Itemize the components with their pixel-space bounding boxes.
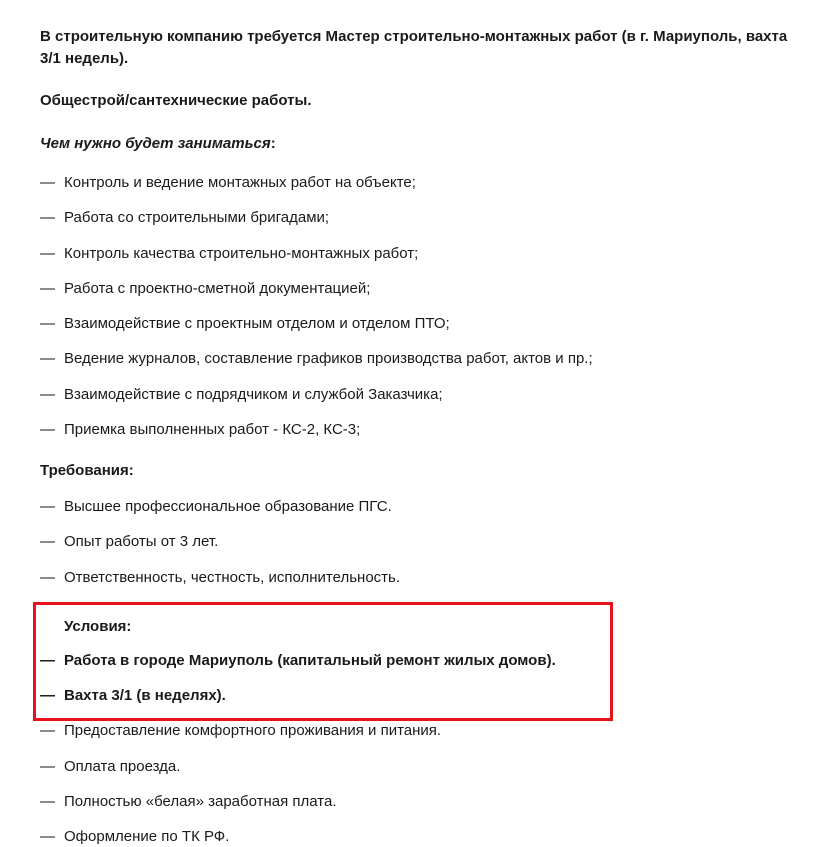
list-item	[40, 757, 794, 777]
list-item	[40, 314, 794, 334]
list-item	[40, 173, 794, 193]
dash-icon: —	[40, 792, 55, 810]
list-item	[40, 568, 794, 588]
list-item-text: Работа со строительными бригадами;	[64, 209, 330, 227]
list-item-text: Ведение журналов, составление графиков производства работ, актов и пр.;	[64, 350, 593, 368]
list-item	[40, 420, 794, 440]
dash-icon: —	[40, 828, 55, 845]
list-item-text: Работа с проектно-сметной документацией;	[64, 279, 371, 297]
list-item	[40, 279, 794, 299]
list-item	[40, 385, 794, 405]
dash-icon: —	[40, 722, 55, 740]
list-item-text: Оплата проезда.	[64, 757, 181, 775]
list-item	[40, 244, 794, 264]
list-item-text: Работа в городе Мариуполь (капитальный ремонт жилых домов).	[64, 651, 556, 669]
list-item-text: Взаимодействие с проектным отделом и отделом ПТО;	[64, 315, 450, 332]
list-item	[40, 532, 794, 552]
list-item-text: Ответственность, честность, исполнительность.	[64, 568, 401, 586]
dash-icon: —	[40, 420, 55, 438]
list-item	[40, 497, 794, 517]
list-item	[40, 651, 794, 671]
requirements-list	[40, 497, 794, 588]
list-item-text: Приемка выполненных работ - КС-2, КС-3;	[64, 420, 361, 438]
list-item-text: Контроль качества строительно-монтажных работ;	[64, 244, 419, 262]
duties-heading	[40, 133, 794, 155]
job-intro-paragraph: В строительную компанию требуется Мастер строительно-монтажных работ (в г. Мариуполь, вахта 3/1 недель).	[40, 28, 788, 67]
list-item	[40, 827, 794, 847]
list-item	[40, 349, 794, 369]
dash-icon: —	[40, 385, 55, 403]
requirements-heading: Требования:	[40, 462, 134, 479]
duties-heading-colon: :	[270, 135, 276, 153]
list-item-text: Высшее профессиональное образование ПГС.	[64, 498, 392, 515]
dash-icon: —	[40, 279, 55, 297]
duties-list	[40, 173, 794, 440]
dash-icon: —	[40, 174, 55, 191]
list-item	[40, 792, 794, 812]
job-subtitle: Общестрой/сантехнические работы.	[40, 91, 312, 109]
dash-icon: —	[40, 315, 55, 332]
list-item-text: Контроль и ведение монтажных работ на объекте;	[64, 174, 416, 191]
list-item	[40, 208, 794, 228]
list-item	[40, 721, 794, 741]
list-item-text: Вахта 3/1 (в неделях).	[64, 687, 226, 704]
list-item	[40, 686, 794, 706]
dash-icon: —	[40, 687, 55, 704]
list-item-text: Опыт работы от 3 лет.	[64, 533, 219, 551]
list-item-text: Взаимодействие с подрядчиком и службой Заказчика;	[64, 385, 443, 403]
dash-icon: —	[40, 757, 55, 775]
list-item-text: Оформление по ТК РФ.	[64, 828, 230, 845]
list-item-text: Предоставление комфортного проживания и питания.	[64, 722, 442, 740]
dash-icon: —	[40, 498, 55, 515]
dash-icon: —	[40, 350, 55, 368]
list-item-text: Полностью «белая» заработная плата.	[64, 792, 337, 810]
dash-icon: —	[40, 209, 55, 227]
conditions-list	[40, 651, 794, 847]
dash-icon: —	[40, 533, 55, 551]
conditions-heading: Условия:	[64, 617, 132, 635]
dash-icon: —	[40, 568, 55, 586]
duties-heading-text: Чем нужно будет заниматься	[40, 135, 271, 153]
dash-icon: —	[40, 244, 55, 262]
dash-icon: —	[40, 651, 55, 669]
